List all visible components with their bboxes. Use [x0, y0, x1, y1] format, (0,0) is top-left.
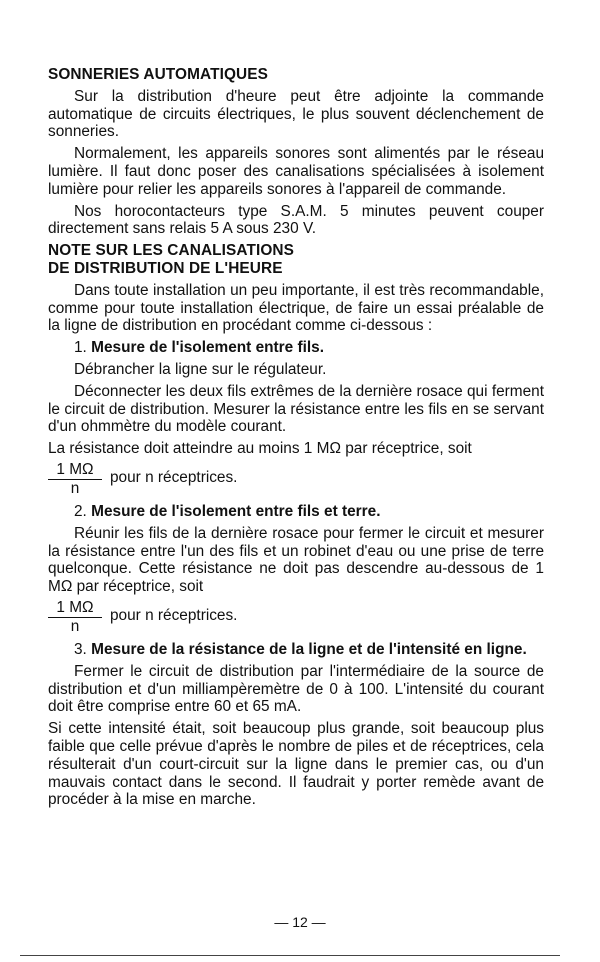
- fraction-numerator: 1 MΩ: [56, 460, 94, 478]
- numbered-item-1: [48, 339, 544, 357]
- numbered-item-2: [48, 503, 544, 521]
- paragraph: Nos horocontacteurs type S.A.M. 5 minutes peuvent couper directement sans relais 5 A sous 230 V.: [48, 202, 544, 238]
- paragraph: Si cette intensité était, soit beaucoup plus grande, soit beaucoup plus faible que celle prévue d'après le nombre de piles et de réceptrices, cela résulterait d'un court-circuit sur la ligne dans le premier cas, ou d'un mauvais contact dans le second. Il faudrait y porter remède avant de procéder à la mise en marche.: [48, 720, 544, 809]
- numbered-item-3: [48, 641, 544, 659]
- paragraph: La résistance doit atteindre au moins 1 MΩ par réceptrice, soit: [48, 440, 472, 458]
- fraction-numerator: 1 MΩ: [56, 598, 94, 616]
- paragraph: Normalement, les appareils sonores sont alimentés par le réseau lumière. Il faut donc poser des canalisations spécialisées à isolement lumière pour relier les appareils sonores à l'appareil de commande.: [48, 145, 544, 198]
- paragraph: Réunir les fils de la dernière rosace pour fermer le circuit et mesurer la résistance entre l'un des fils et un robinet d'eau ou une prise de terre quelconque. Cette résistance ne doit pas descendre au-dessous de 1 MΩ par réceptrice, soit: [48, 524, 544, 596]
- section-heading-sonneries: SONNERIES AUTOMATIQUES: [48, 66, 268, 83]
- fraction-formula: [48, 600, 544, 635]
- fraction-formula: [48, 462, 544, 497]
- section-heading-line: NOTE SUR LES CANALISATIONS: [48, 242, 295, 260]
- fraction-denominator: n: [70, 617, 80, 635]
- item-number: 1.: [74, 339, 92, 357]
- section-heading-note: [48, 242, 544, 278]
- paragraph: Déconnecter les deux fils extrêmes de la dernière rosace qui ferment le circuit de distribution. Mesurer la résistance entre les fils en se servant d'un ohmmètre du modèle courant.: [48, 382, 544, 436]
- item-title: Mesure de l'isolement entre fils et terre.: [91, 502, 381, 520]
- fraction-text: pour n réceptrices.: [110, 468, 238, 486]
- section-heading-line: DE DISTRIBUTION DE L'HEURE: [48, 259, 283, 277]
- paragraph: Débrancher la ligne sur le régulateur.: [74, 360, 327, 378]
- paragraph: Fermer le circuit de distribution par l'intermédiaire de la source de distribution et d'un milliampèremètre de 0 à 100. L'intensité du courant doit être comprise entre 60 et 65 mA.: [48, 662, 544, 716]
- item-title: Mesure de l'isolement entre fils.: [91, 339, 325, 357]
- fraction: [48, 600, 102, 635]
- paragraph: Sur la distribution d'heure peut être adjointe la commande automatique de circuits électriques, le plus souvent déclenchement de sonneries.: [48, 87, 544, 141]
- item-number: 2.: [74, 502, 92, 520]
- fraction-denominator: n: [70, 479, 80, 497]
- bottom-rule: [20, 955, 560, 956]
- item-number: 3.: [74, 640, 92, 658]
- paragraph: Dans toute installation un peu importante, il est très recommandable, comme pour toute installation électrique, de faire un essai préalable de la ligne de distribution en procédant comme ci-dessous :: [48, 281, 544, 335]
- item-title: Mesure de la résistance de la ligne et de l'intensité en ligne.: [91, 640, 527, 658]
- page-number: — 12 —: [274, 914, 326, 930]
- fraction-text: pour n réceptrices.: [110, 606, 238, 624]
- fraction: [48, 462, 102, 497]
